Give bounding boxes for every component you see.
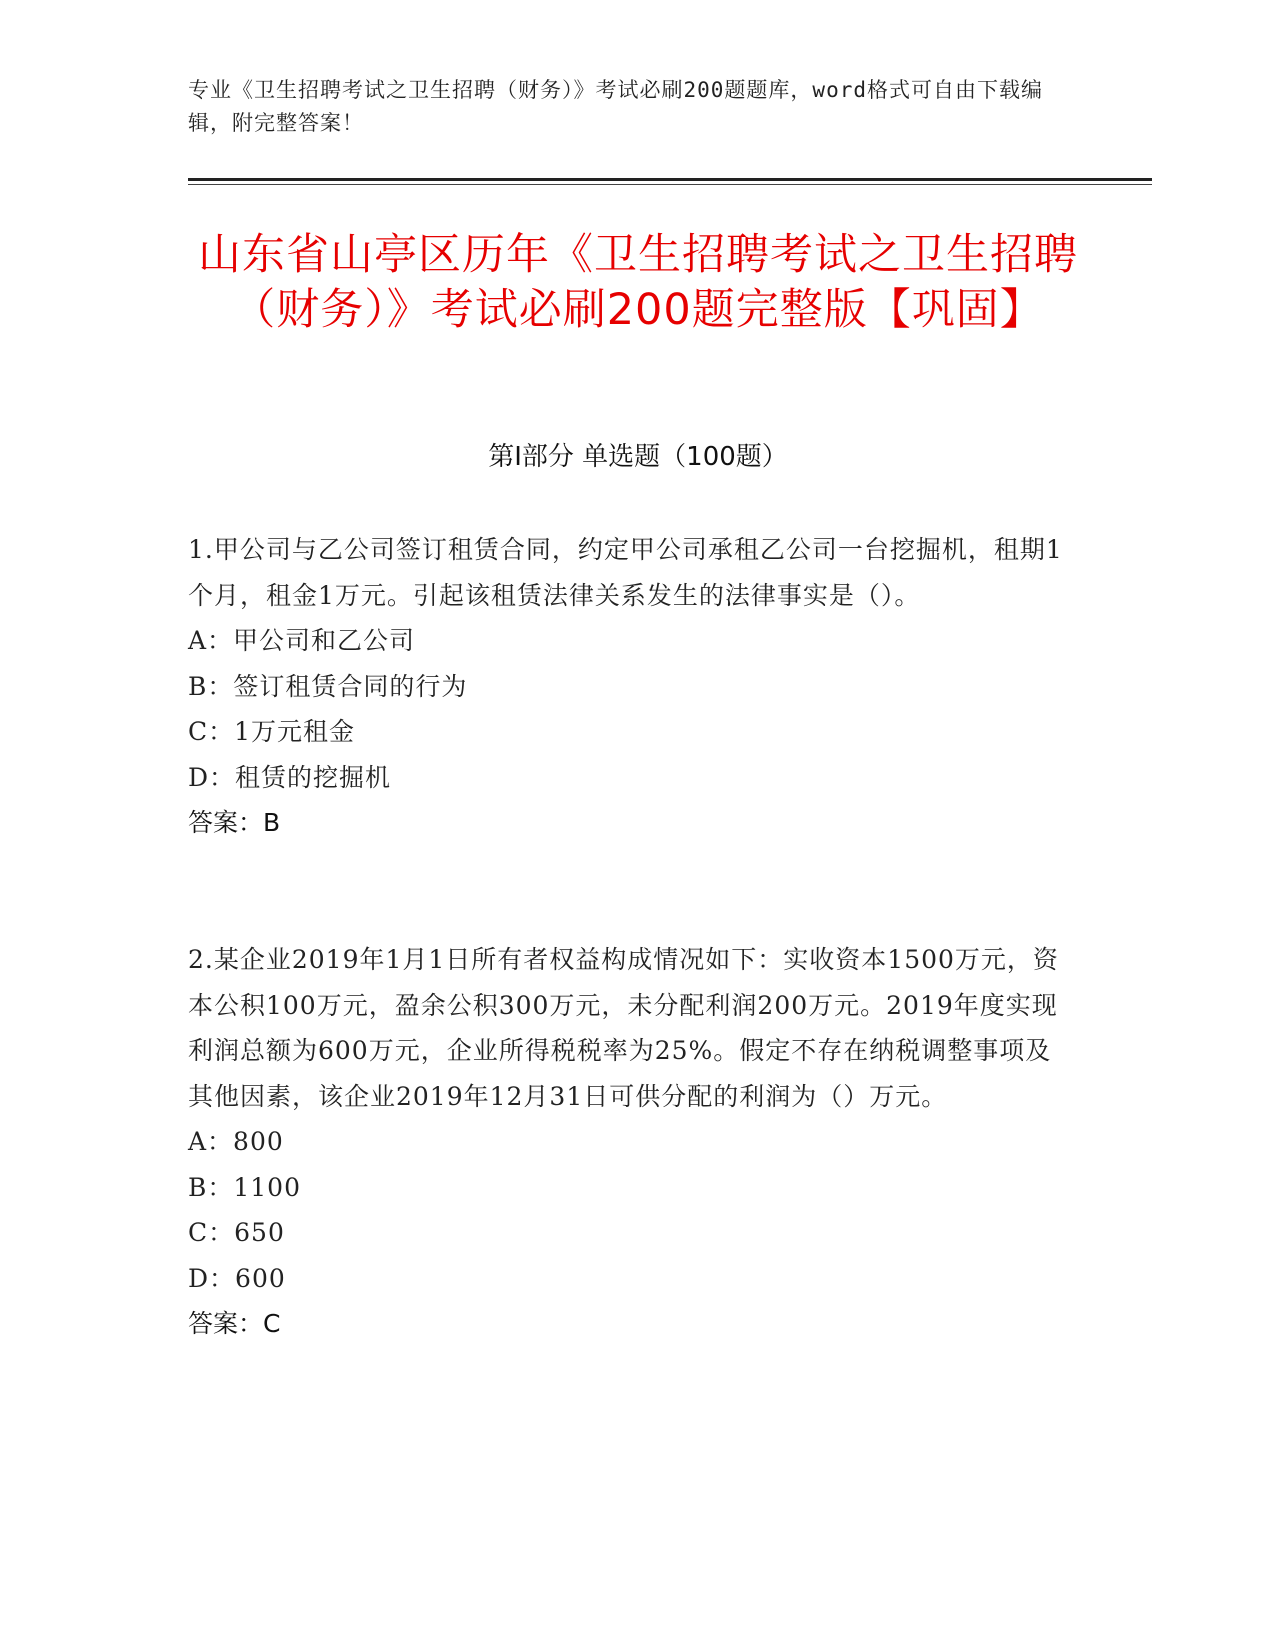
option-b: B：签订租赁合同的行为 xyxy=(188,671,468,701)
option-c: C：650 xyxy=(188,1218,285,1247)
option-a: A：800 xyxy=(188,1127,284,1156)
answer-line: 答案：C xyxy=(188,1309,281,1338)
option-d: D：600 xyxy=(188,1263,286,1293)
question-2 xyxy=(188,937,1068,1347)
answer-line: 答案：B xyxy=(188,808,281,837)
header-note: 专业《卫生招聘考试之卫生招聘（财务）》考试必刷200题题库，word格式可自由下载编辑，附完整答案！ xyxy=(188,78,1043,135)
option-a: A：甲公司和乙公司 xyxy=(188,626,416,655)
document-title: 山东省山亭区历年《卫生招聘考试之卫生招聘（财务）》考试必刷200题完整版【巩固】 xyxy=(198,230,1078,335)
section-heading: 第I部分 单选题（100题） xyxy=(488,442,788,472)
option-c: C：1万元租金 xyxy=(188,717,356,746)
header-divider-thin xyxy=(188,184,1152,185)
question-stem: 1.甲公司与乙公司签订租赁合同，约定甲公司承租乙公司一台挖掘机，租期1个月，租金1万元。引起该租赁法律关系发生的法律事实是（）。 xyxy=(188,535,1063,610)
question-1 xyxy=(188,527,1068,846)
option-d: D：租赁的挖掘机 xyxy=(188,762,392,792)
header-divider-thick xyxy=(188,178,1152,181)
option-b: B：1100 xyxy=(188,1172,301,1202)
question-stem: 2.某企业2019年1月1日所有者权益构成情况如下：实收资本1500万元，资本公积100万元，盈余公积300万元，未分配利润200万元。2019年度实现利润总额为600万元，企业所得税税率为25%。假定不存在纳税调整事项及其他因素，该企业2019年12月31日可供分配的利润为（）万元。 xyxy=(188,945,1059,1111)
